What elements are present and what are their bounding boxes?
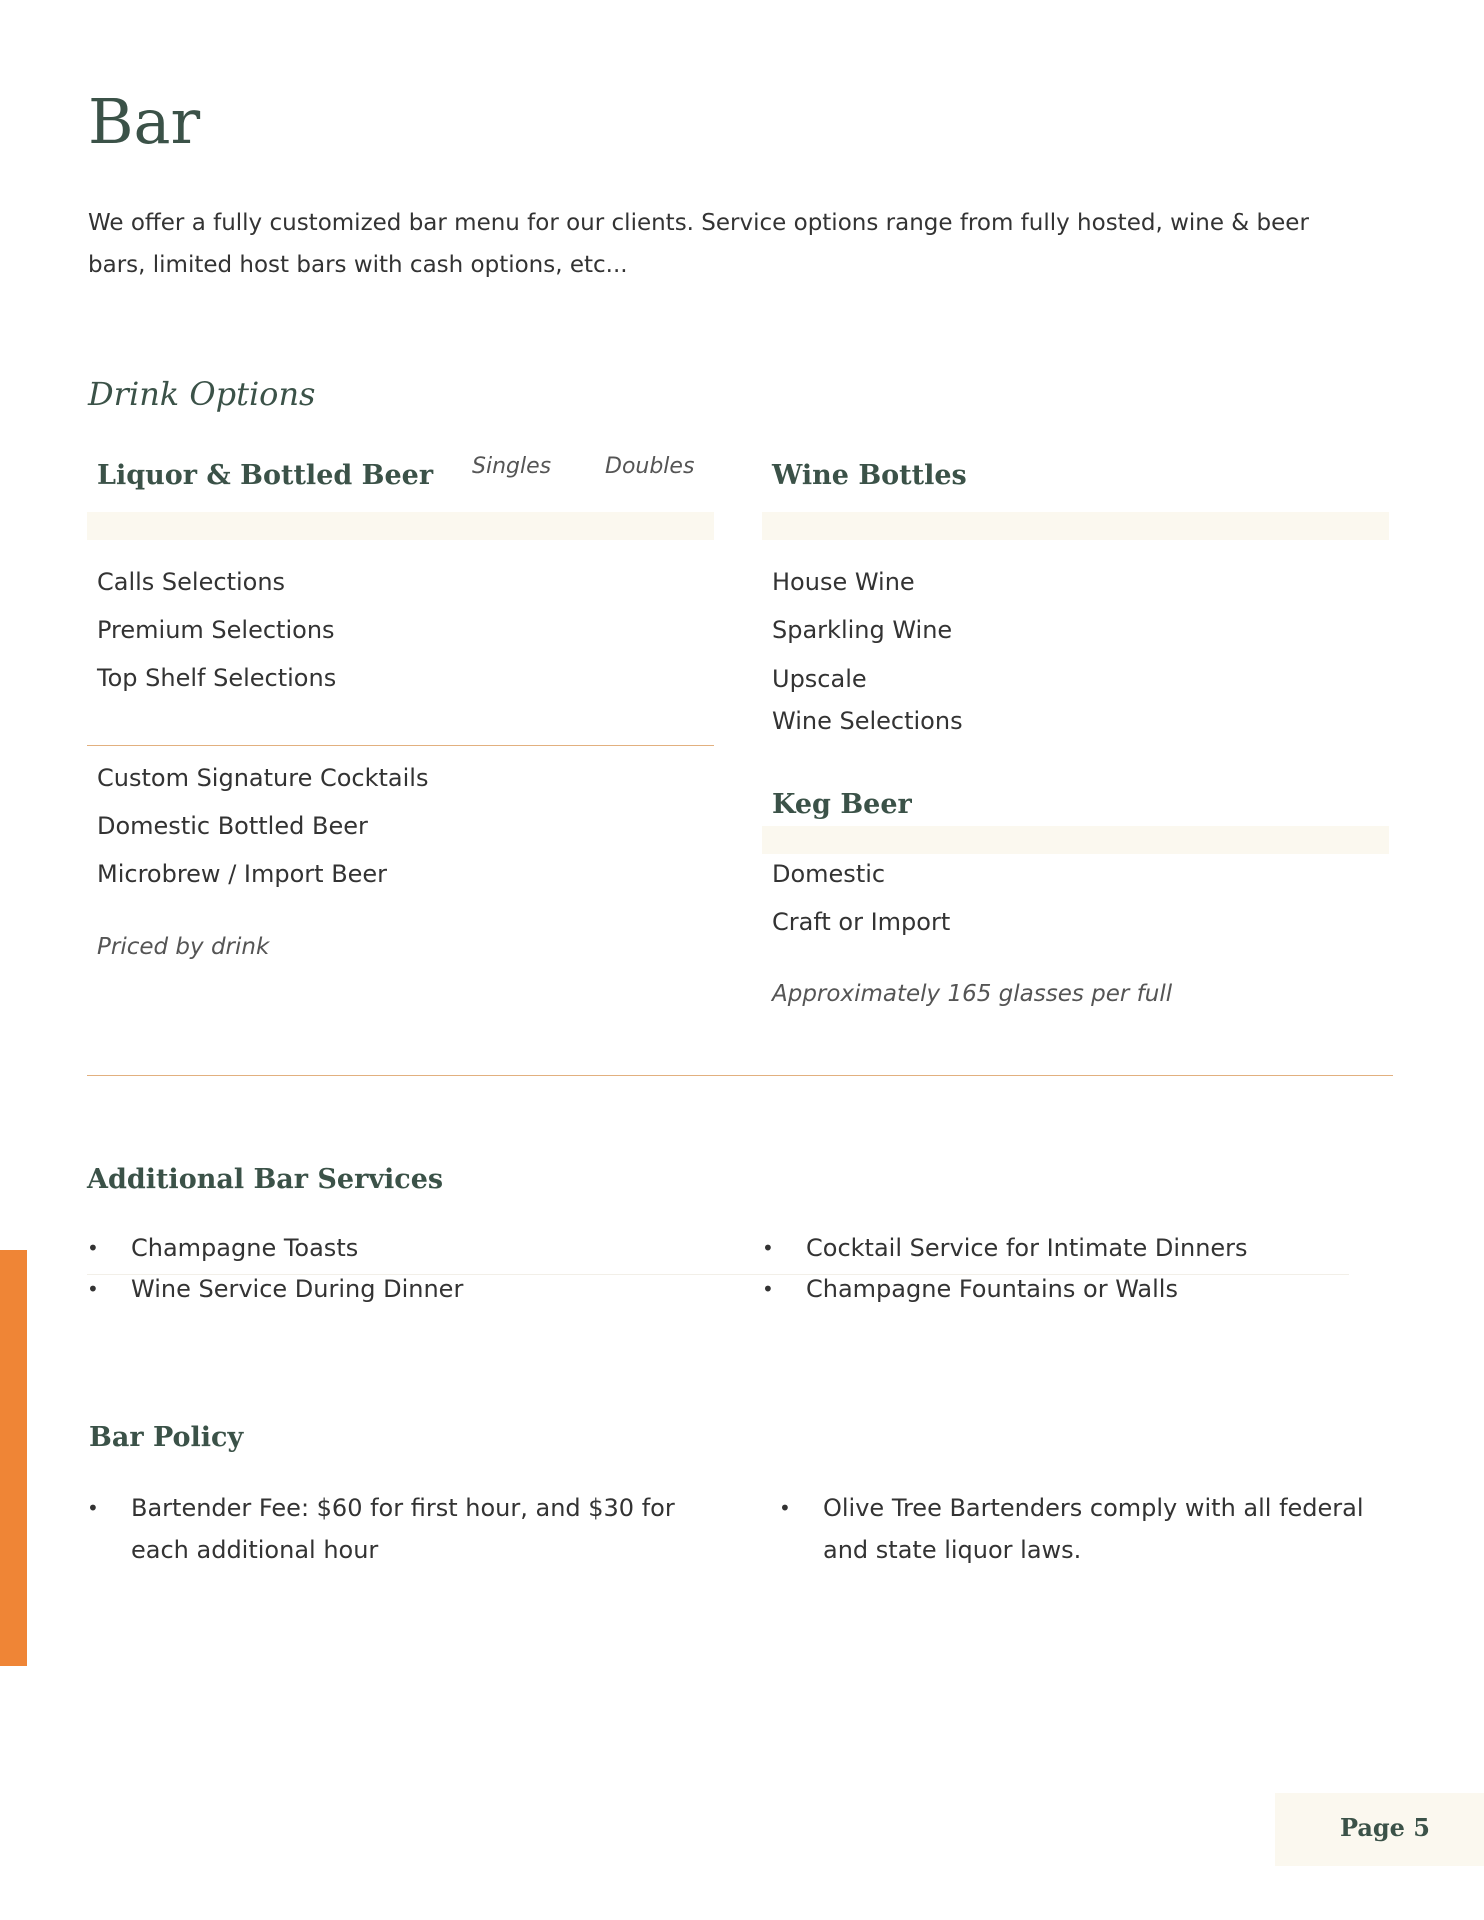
list-item: • Champagne Fountains or Walls: [762, 1269, 1382, 1310]
list-item: Premium Selections: [97, 616, 335, 644]
liquor-note: Priced by drink: [97, 934, 270, 960]
drink-options-heading: Drink Options: [88, 375, 316, 413]
list-item: House Wine: [772, 568, 915, 596]
keg-note: Approximately 165 glasses per full: [772, 981, 1173, 1007]
page-title: Bar: [88, 85, 201, 158]
list-item: Sparkling Wine: [772, 616, 953, 644]
wine-list: [772, 558, 952, 654]
upscale-wine-item: [772, 658, 963, 742]
liquor-divider: [87, 745, 714, 746]
keg-heading: Keg Beer: [772, 789, 912, 820]
services-list-right: [762, 1228, 1382, 1310]
liquor-header-band: [87, 512, 714, 540]
keg-list: [772, 850, 950, 946]
services-faint-divider: [87, 1274, 1349, 1275]
list-item: Domestic Bottled Beer: [97, 812, 368, 840]
bar-policy-heading: Bar Policy: [89, 1422, 244, 1453]
policy-list-right: [779, 1487, 1389, 1571]
list-item: Top Shelf Selections: [97, 664, 337, 692]
policy-list-left: [87, 1487, 707, 1571]
list-item: Custom Signature Cocktails: [97, 764, 429, 792]
page-number: Page 5: [1339, 1813, 1430, 1842]
section-divider: [87, 1075, 1393, 1076]
additional-services-heading: Additional Bar Services: [87, 1164, 444, 1195]
list-item: Domestic: [772, 860, 886, 888]
cocktail-beer-list: [97, 754, 428, 898]
list-item: • Wine Service During Dinner: [87, 1269, 687, 1310]
list-item: • Cocktail Service for Intimate Dinners: [762, 1228, 1382, 1269]
doubles-column-label: Doubles: [605, 454, 695, 479]
page-number-badge: [1275, 1793, 1484, 1866]
liquor-heading: Liquor & Bottled Beer: [97, 460, 434, 491]
list-item: • Bartender Fee: $60 for first hour, and $30 for each additional hour: [87, 1487, 707, 1571]
list-item: Craft or Import: [772, 908, 951, 936]
wine-header-band: [762, 512, 1389, 540]
list-item: Calls Selections: [97, 568, 286, 596]
list-item: • Olive Tree Bartenders comply with all federal and state liquor laws.: [779, 1487, 1389, 1571]
wine-heading: Wine Bottles: [772, 460, 967, 491]
list-item: • Champagne Toasts: [87, 1228, 687, 1269]
singles-column-label: Singles: [472, 454, 552, 479]
list-item: Microbrew / Import Beer: [97, 860, 388, 888]
intro-paragraph: We offer a fully customized bar menu for our clients. Service options range from fully hosted, wine & beer bars, limited host bars with cash options, etc...: [88, 210, 1309, 278]
services-list-left: [87, 1228, 687, 1310]
orange-accent-bar: [0, 1250, 27, 1666]
upscale-wine-line-2: Wine Selections: [772, 707, 963, 735]
upscale-wine-line-1: Upscale: [772, 665, 867, 693]
liquor-list: [97, 558, 336, 702]
